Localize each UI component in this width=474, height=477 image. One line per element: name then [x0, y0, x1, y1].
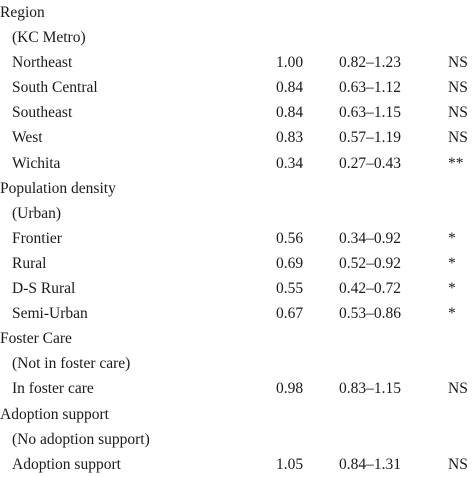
confidence-interval: 0.57–1.19: [339, 129, 401, 147]
row-label: (No adoption support): [12, 430, 150, 448]
table-row: [0, 75, 474, 100]
table-row: [0, 276, 474, 301]
table-row: [0, 100, 474, 125]
table-row: [0, 0, 474, 25]
confidence-interval: 0.82–1.23: [339, 54, 401, 72]
table-row: [0, 376, 474, 401]
odds-ratio-value: 0.98: [276, 380, 304, 398]
table-row: [0, 151, 474, 176]
significance-marker: *: [448, 229, 456, 247]
odds-ratio-value: 0.34: [276, 154, 304, 172]
significance-marker: *: [448, 280, 456, 298]
significance-marker: **: [448, 154, 464, 172]
row-label: Adoption support: [0, 405, 109, 423]
confidence-interval: 0.84–1.31: [339, 455, 401, 473]
table-row: [0, 427, 474, 452]
significance-marker: *: [448, 254, 456, 272]
table-row: [0, 301, 474, 326]
row-label: (Not in foster care): [12, 355, 131, 373]
confidence-interval: 0.53–0.86: [339, 305, 401, 323]
odds-ratio-value: 0.69: [276, 254, 304, 272]
significance-marker: NS: [448, 380, 468, 398]
confidence-interval: 0.34–0.92: [339, 229, 401, 247]
odds-ratio-value: 0.83: [276, 129, 304, 147]
row-label: Adoption support: [12, 455, 121, 473]
confidence-interval: 0.52–0.92: [339, 254, 401, 272]
row-label: (Urban): [12, 204, 62, 222]
odds-ratio-value: 0.56: [276, 229, 304, 247]
confidence-interval: 0.63–1.12: [339, 79, 401, 97]
odds-ratio-value: 0.84: [276, 104, 304, 122]
row-label: Wichita: [12, 154, 61, 172]
row-label: In foster care: [12, 380, 94, 398]
row-label: Region: [0, 4, 45, 21]
row-label: South Central: [12, 79, 98, 97]
table-row: [0, 176, 474, 201]
odds-ratio-value: 0.67: [276, 305, 304, 323]
confidence-interval: 0.27–0.43: [339, 154, 401, 172]
row-label: Northeast: [12, 54, 73, 72]
significance-marker: NS: [448, 104, 468, 122]
table-row: [0, 251, 474, 276]
confidence-interval: 0.83–1.15: [339, 380, 401, 398]
odds-ratio-value: 1.00: [276, 54, 304, 72]
table-row: [0, 125, 474, 150]
table-row: [0, 25, 474, 50]
significance-marker: NS: [448, 79, 468, 97]
row-label: Southeast: [12, 104, 73, 122]
odds-ratio-value: 0.55: [276, 280, 304, 298]
table-row: [0, 452, 474, 477]
odds-ratio-value: 1.05: [276, 455, 304, 473]
row-label: Population density: [0, 179, 116, 197]
significance-marker: NS: [448, 54, 468, 72]
odds-ratio-value: 0.84: [276, 79, 304, 97]
significance-marker: NS: [448, 129, 468, 147]
table-row: [0, 351, 474, 376]
row-label: West: [12, 129, 43, 147]
table-row: [0, 326, 474, 351]
row-label: Foster Care: [0, 330, 72, 348]
table-row: [0, 226, 474, 251]
table-row: [0, 50, 474, 75]
row-label: Semi-Urban: [12, 305, 88, 323]
row-label: (KC Metro): [12, 29, 86, 47]
confidence-interval: 0.42–0.72: [339, 280, 401, 298]
row-label: D-S Rural: [12, 280, 76, 298]
table-row: [0, 201, 474, 226]
row-label: Frontier: [12, 229, 62, 247]
significance-marker: *: [448, 305, 456, 323]
table-row: [0, 402, 474, 427]
significance-marker: NS: [448, 455, 468, 473]
row-label: Rural: [12, 254, 47, 272]
confidence-interval: 0.63–1.15: [339, 104, 401, 122]
